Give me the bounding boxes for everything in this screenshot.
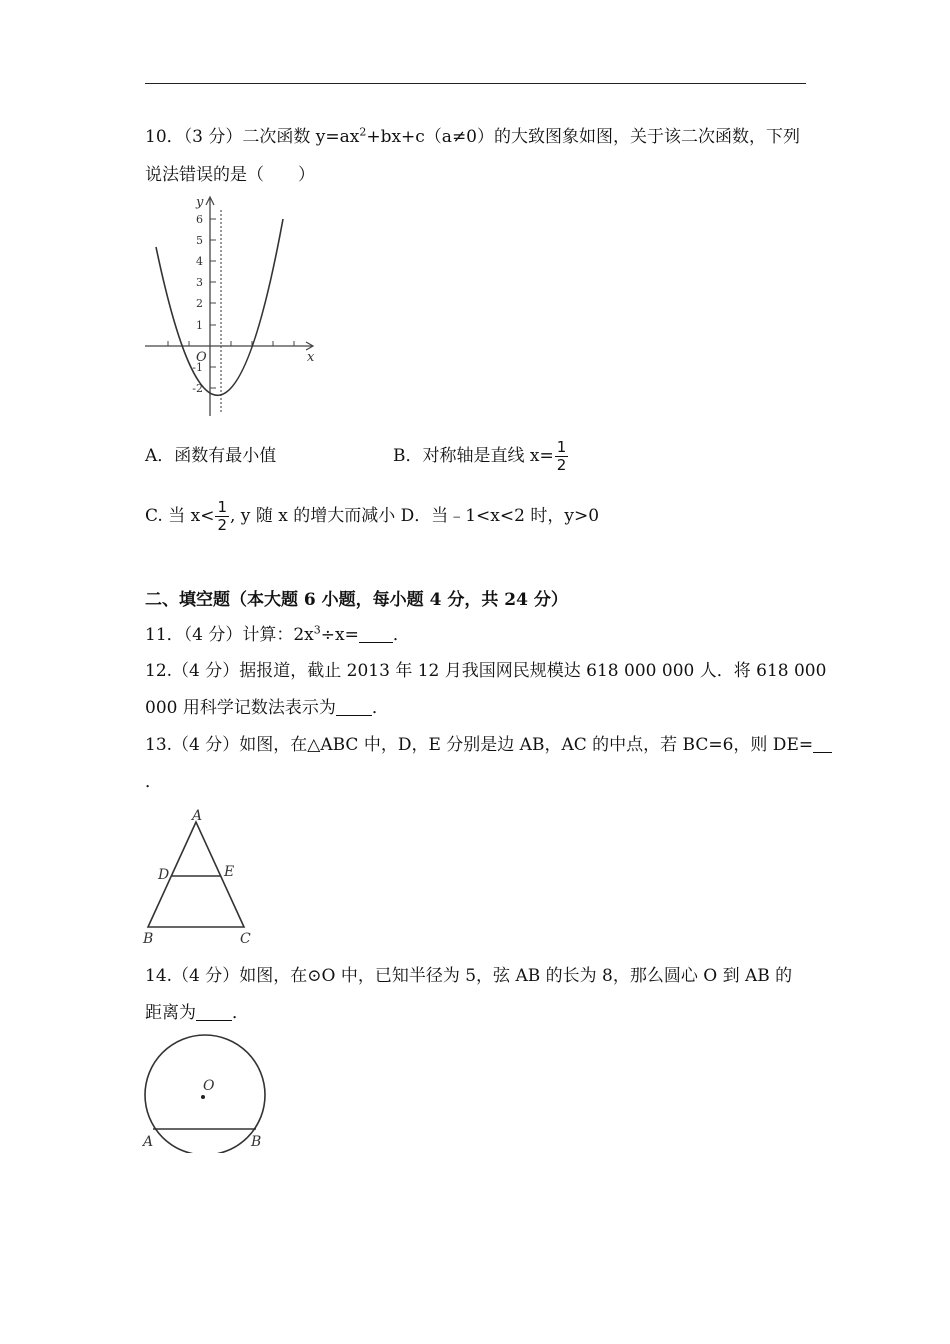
q14-text: 距离为 <box>145 1003 196 1023</box>
q10-option-b-fraction <box>555 439 569 474</box>
fraction-numerator: 1 <box>217 498 227 516</box>
q10-option-c-fraction <box>215 499 229 534</box>
q14-line1: 14.（4 分）如图，在⊙O 中，已知半径为 5，弦 AB 的长为 8，那么圆心 O 到 AB 的 <box>145 966 793 986</box>
y-tick-minus-1: -1 <box>192 361 203 374</box>
q13-line1 <box>145 734 832 756</box>
origin-label: O <box>196 350 207 365</box>
q12-end: ． <box>371 698 389 718</box>
q11-end: ． <box>392 625 410 645</box>
y-tick-5: 5 <box>196 234 203 247</box>
q11-text: 11．（4 分）计算：2x <box>145 625 314 645</box>
q10-text-a: 10．（3 分）二次函数 y=ax <box>145 127 360 147</box>
q11-text-b: ÷x= <box>320 625 359 645</box>
label-d: D <box>158 867 170 883</box>
label-b: B <box>143 931 154 947</box>
label-c: C <box>240 931 251 947</box>
q10-option-c-d <box>145 497 599 535</box>
y-axis-label: y <box>196 195 204 210</box>
label-b: B <box>251 1134 262 1150</box>
q13-line2: ． <box>145 772 162 792</box>
label-a: A <box>192 808 203 824</box>
fraction-denominator: 2 <box>556 456 567 474</box>
q12-text: 000 用科学记数法表示为 <box>145 698 336 718</box>
q10-option-c-d-text: , y 随 x 的增大而减小 D．当﹣1<x<2 时，y>0 <box>230 506 600 526</box>
y-tick-3: 3 <box>196 276 203 289</box>
circle-o <box>145 1035 265 1153</box>
q12-line2 <box>145 697 389 719</box>
q11-answer-blank[interactable] <box>359 626 393 643</box>
center-point <box>201 1095 205 1099</box>
label-o: O <box>203 1078 215 1094</box>
y-tick-minus-2: -2 <box>192 382 203 395</box>
y-tick-4: 4 <box>196 255 203 268</box>
q14-line2 <box>145 1002 249 1024</box>
x-axis-label: x <box>307 350 315 365</box>
q10-parabola-graph <box>140 192 330 422</box>
q10-stem-line1 <box>145 126 800 148</box>
q13-text: 13.（4 分）如图，在△ABC 中，D，E 分别是边 AB，AC 的中点，若 BC=6，则 DE= <box>145 735 814 755</box>
q11-exponent: 3 <box>313 623 321 637</box>
y-tick-2: 2 <box>196 297 203 310</box>
y-tick-1: 1 <box>196 319 203 332</box>
q10-option-b <box>393 437 569 475</box>
fraction-numerator: 1 <box>556 438 567 456</box>
q10-option-b-text: B．对称轴是直线 x= <box>393 446 554 466</box>
q13-triangle-figure <box>140 800 260 950</box>
q14-end: ． <box>232 1003 249 1023</box>
q10-text-b: +bx+c（a≠0）的大致图象如图，关于该二次函数，下列 <box>366 127 801 147</box>
q14-circle-figure <box>140 1028 270 1153</box>
q10-option-a: A．函数有最小值 <box>145 446 277 466</box>
q10-option-c-text: C. 当 x< <box>145 506 215 526</box>
label-a: A <box>143 1134 154 1150</box>
label-e: E <box>224 864 235 880</box>
q10-stem-line2: 说法错误的是（ ） <box>145 165 315 185</box>
section-2-title: 二、填空题（本大题 6 小题，每小题 4 分，共 24 分） <box>145 590 568 610</box>
q11 <box>145 624 410 646</box>
q12-line1: 12.（4 分）据报道，截止 2013 年 12 月我国网民规模达 618 000 000 人．将 618 000 <box>145 661 827 681</box>
q13-answer-blank[interactable] <box>813 736 832 753</box>
fraction-denominator: 2 <box>217 516 227 534</box>
q14-answer-blank[interactable] <box>196 1004 232 1021</box>
header-rule <box>145 83 806 84</box>
q10-exponent: 2 <box>359 125 367 139</box>
y-tick-6: 6 <box>196 213 203 226</box>
parabola-curve <box>156 219 283 395</box>
q12-answer-blank[interactable] <box>336 699 372 716</box>
